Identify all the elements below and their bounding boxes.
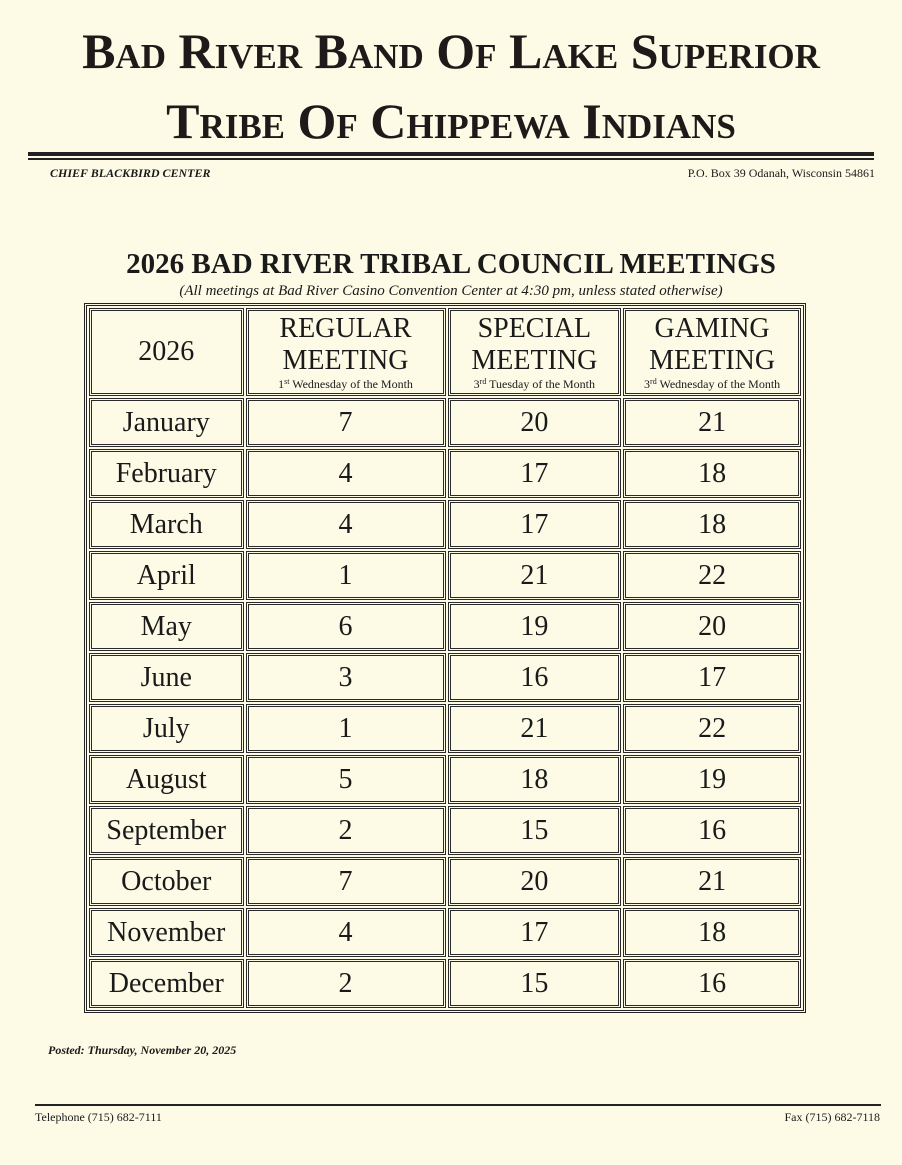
gaming-meeting-cell: 17 (623, 653, 801, 702)
header-divider-thick (28, 152, 874, 156)
document-heading: 2026 BAD RIVER TRIBAL COUNCIL MEETINGS (126, 248, 776, 280)
table-row (89, 959, 801, 1008)
gaming-meeting-cell: 20 (623, 602, 801, 651)
column-header-title: MEETING (282, 345, 409, 376)
gaming-meeting-cell: 22 (623, 704, 801, 753)
footer-fax: Fax (715) 682-7118 (784, 1110, 880, 1124)
column-header-regular (246, 308, 446, 396)
gaming-meeting-cell: 18 (623, 908, 801, 957)
regular-meeting-cell: 5 (246, 755, 446, 804)
regular-meeting-cell: 7 (246, 398, 446, 447)
month-cell: February (89, 449, 244, 498)
special-meeting-cell: 19 (448, 602, 622, 651)
table-row (89, 398, 801, 447)
regular-meeting-cell: 2 (246, 959, 446, 1008)
regular-meeting-cell: 1 (246, 704, 446, 753)
footer-telephone: Telephone (715) 682-7111 (35, 1110, 162, 1124)
column-header-subtitle: 1st Wednesday of the Month (278, 377, 413, 391)
month-cell: October (89, 857, 244, 906)
letterhead-title-line2: Tribe Of Chippewa Indians (166, 93, 736, 149)
special-meeting-cell: 16 (448, 653, 622, 702)
gaming-meeting-cell: 21 (623, 398, 801, 447)
mailing-address: P.O. Box 39 Odanah, Wisconsin 54861 (687, 166, 875, 180)
special-meeting-cell: 17 (448, 908, 622, 957)
column-header-title: REGULAR (279, 313, 412, 344)
month-cell: August (89, 755, 244, 804)
column-header-subtitle: 3rd Tuesday of the Month (473, 377, 596, 391)
regular-meeting-cell: 2 (246, 806, 446, 855)
column-header-title: SPECIAL (477, 313, 592, 344)
table-row (89, 551, 801, 600)
month-cell: January (89, 398, 244, 447)
special-meeting-cell: 17 (448, 449, 622, 498)
special-meeting-cell: 15 (448, 959, 622, 1008)
month-cell: July (89, 704, 244, 753)
table-row (89, 500, 801, 549)
month-cell: November (89, 908, 244, 957)
month-cell: April (89, 551, 244, 600)
special-meeting-cell: 20 (448, 857, 622, 906)
regular-meeting-cell: 4 (246, 908, 446, 957)
document-note: (All meetings at Bad River Casino Convention Center at 4:30 pm, unless stated otherwise) (179, 283, 723, 299)
center-name: CHIEF BLACKBIRD CENTER (50, 166, 211, 180)
column-header-subtitle: 3rd Wednesday of the Month (644, 377, 781, 391)
table-row (89, 704, 801, 753)
month-cell: December (89, 959, 244, 1008)
column-header-title: GAMING (654, 313, 770, 344)
table-row (89, 908, 801, 957)
column-header-gaming (623, 308, 801, 396)
gaming-meeting-cell: 16 (623, 959, 801, 1008)
regular-meeting-cell: 7 (246, 857, 446, 906)
column-header-title: MEETING (471, 345, 598, 376)
table-row (89, 806, 801, 855)
special-meeting-cell: 15 (448, 806, 622, 855)
special-meeting-cell: 17 (448, 500, 622, 549)
regular-meeting-cell: 3 (246, 653, 446, 702)
letterhead-title-line1: Bad River Band Of Lake Superior (82, 23, 820, 79)
regular-meeting-cell: 4 (246, 500, 446, 549)
regular-meeting-cell: 6 (246, 602, 446, 651)
month-cell: March (89, 500, 244, 549)
gaming-meeting-cell: 16 (623, 806, 801, 855)
table-row (89, 755, 801, 804)
month-cell: June (89, 653, 244, 702)
special-meeting-cell: 20 (448, 398, 622, 447)
special-meeting-cell: 21 (448, 704, 622, 753)
gaming-meeting-cell: 21 (623, 857, 801, 906)
month-cell: May (89, 602, 244, 651)
month-cell: September (89, 806, 244, 855)
column-header-title: MEETING (649, 345, 776, 376)
special-meeting-cell: 21 (448, 551, 622, 600)
footer-divider (35, 1104, 881, 1106)
posted-date: Posted: Thursday, November 20, 2025 (48, 1043, 237, 1057)
column-header-special (448, 308, 622, 396)
gaming-meeting-cell: 18 (623, 449, 801, 498)
table-row (89, 602, 801, 651)
header-divider-thin (28, 158, 874, 160)
meeting-schedule-table (84, 303, 806, 1013)
gaming-meeting-cell: 18 (623, 500, 801, 549)
special-meeting-cell: 18 (448, 755, 622, 804)
gaming-meeting-cell: 19 (623, 755, 801, 804)
table-row (89, 653, 801, 702)
gaming-meeting-cell: 22 (623, 551, 801, 600)
year-header: 2026 (89, 308, 244, 396)
table-row (89, 449, 801, 498)
regular-meeting-cell: 1 (246, 551, 446, 600)
table-header-row (89, 308, 801, 396)
table-row (89, 857, 801, 906)
regular-meeting-cell: 4 (246, 449, 446, 498)
